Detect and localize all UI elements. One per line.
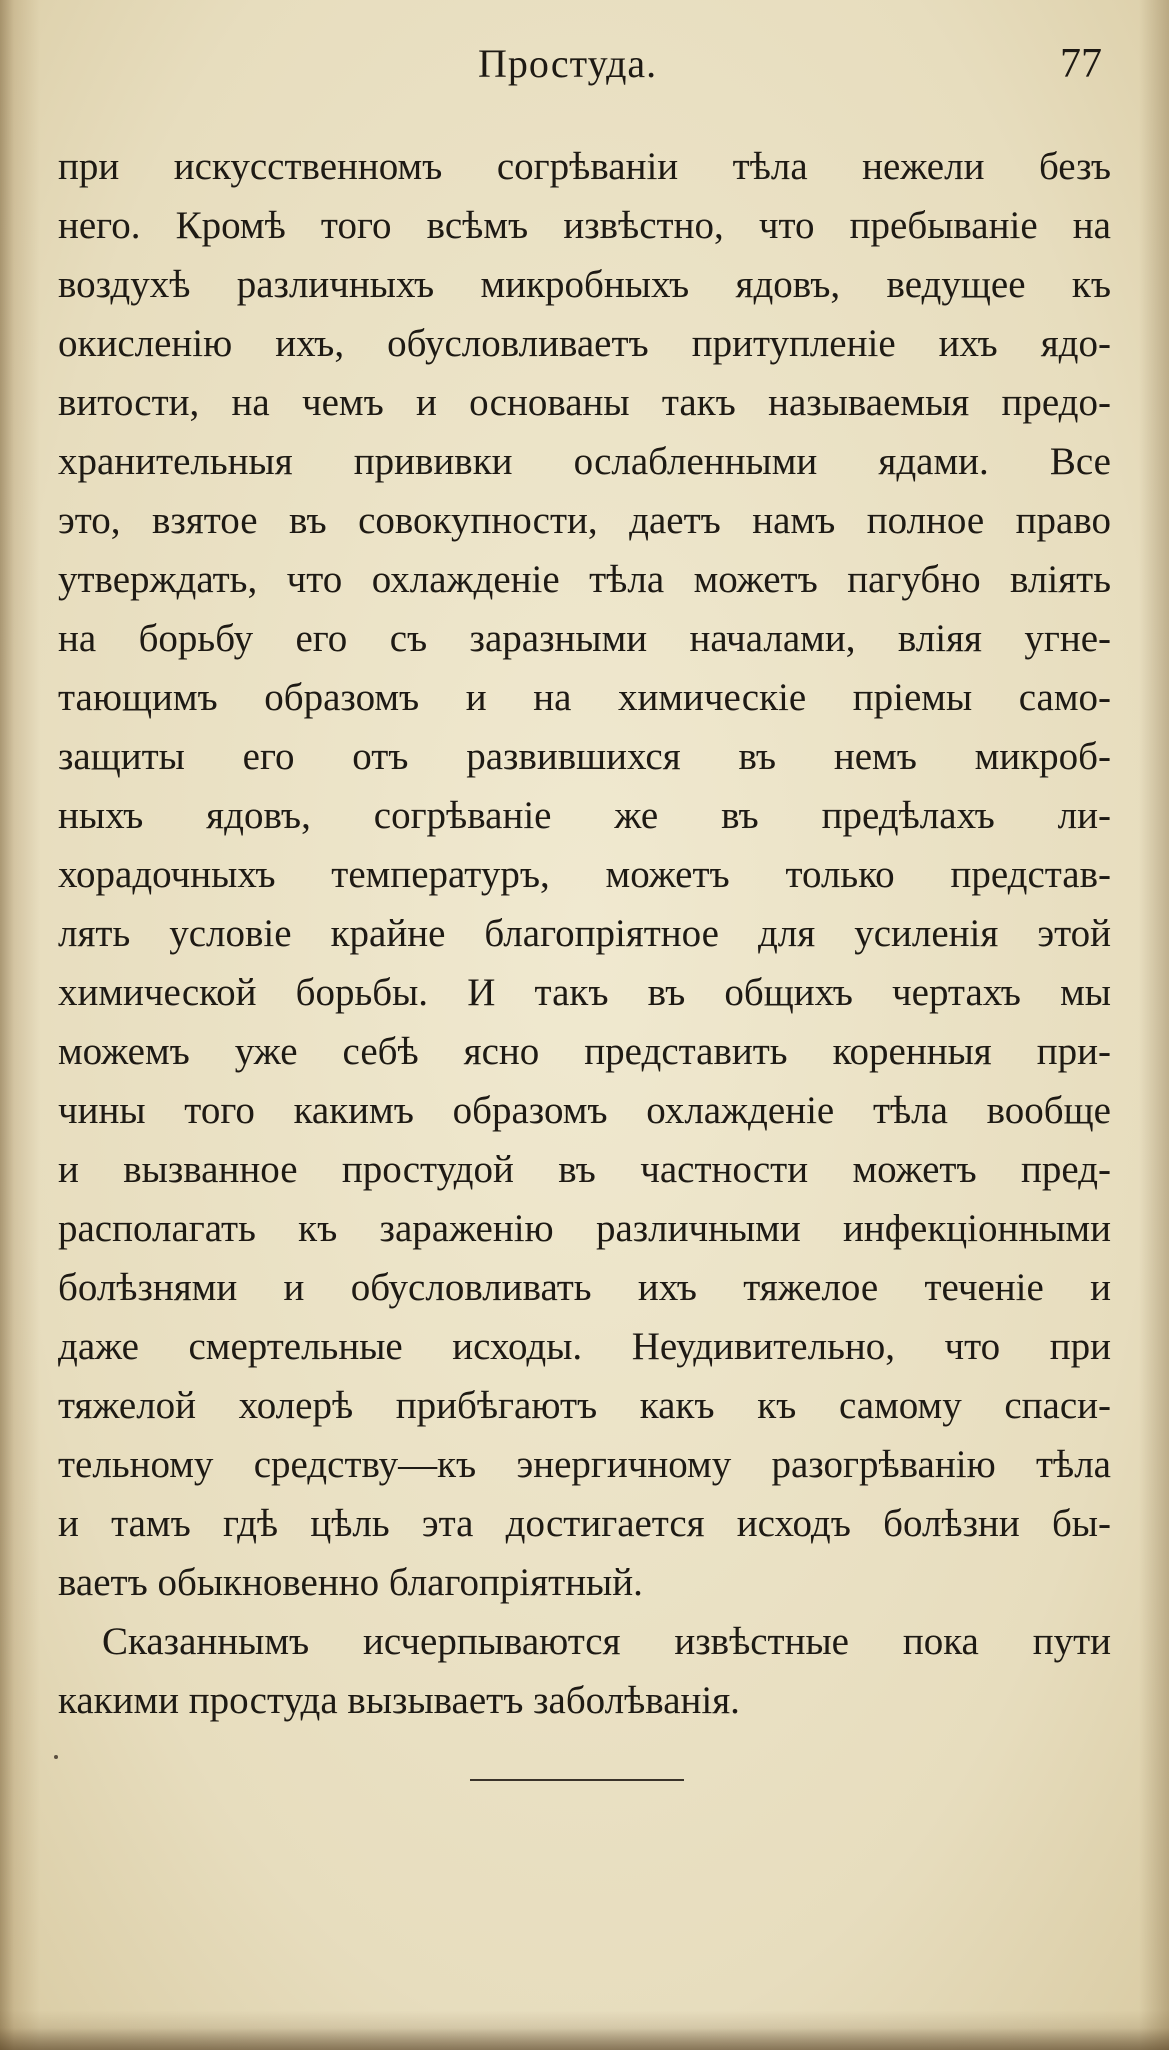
text-line: витости, на чемъ и основаны такъ называемыя предо- — [58, 381, 1111, 424]
text-line: можемъ уже себѣ ясно представить коренныя при- — [58, 1030, 1111, 1073]
paragraph-1 — [58, 137, 1111, 1612]
text-line: тельному средству—къ энергичному разогрѣванію тѣла — [58, 1443, 1111, 1486]
ink-speck — [54, 1755, 58, 1759]
text-line: хранительныя прививки ослабленными ядами. Все — [58, 440, 1111, 483]
text-line: хорадочныхъ температуръ, можетъ только представ- — [58, 853, 1111, 896]
text-line: при искусственномъ согрѣваніи тѣла нежели безъ — [58, 145, 1111, 188]
text-line: ныхъ ядовъ, согрѣваніе же въ предѣлахъ ли- — [58, 794, 1111, 837]
text-line: даже смертельные исходы. Неудивительно, что при — [58, 1325, 1111, 1368]
page-edge-shadow — [0, 2028, 1169, 2050]
text-line: болѣзнями и обусловливать ихъ тяжелое теченіе и — [58, 1266, 1111, 1309]
paragraph-2 — [58, 1612, 1111, 1730]
text-line: тяжелой холерѣ прибѣгаютъ какъ къ самому спаси- — [58, 1384, 1111, 1427]
section-end-rule — [470, 1779, 684, 1781]
text-line: чины того какимъ образомъ охлажденіе тѣла вообще — [58, 1089, 1111, 1132]
page-number: 77 — [1060, 41, 1102, 87]
text-line: это, взятое въ совокупности, даетъ намъ полное право — [58, 499, 1111, 542]
text-line: него. Кромѣ того всѣмъ извѣстно, что пребываніе на — [58, 204, 1111, 247]
text-line: какими простуда вызываетъ заболѣванія. — [58, 1679, 740, 1722]
text-line: и вызванное простудой въ частности можетъ пред- — [58, 1148, 1111, 1191]
body-text — [58, 137, 1111, 1730]
running-title: Простуда. — [478, 41, 658, 86]
text-line: Сказаннымъ исчерпываются извѣстные пока пути — [102, 1620, 1111, 1663]
text-line: утверждать, что охлажденіе тѣла можетъ пагубно влiять — [58, 558, 1111, 601]
running-head — [0, 40, 1169, 100]
text-line: воздухѣ различныхъ микробныхъ ядовъ, ведущее къ — [58, 263, 1111, 306]
text-line: и тамъ гдѣ цѣль эта достигается исходъ болѣзни бы- — [58, 1502, 1111, 1545]
text-line: химической борьбы. И такъ въ общихъ чертахъ мы — [58, 971, 1111, 1014]
text-line: тающимъ образомъ и на химическіе пріемы само- — [58, 676, 1111, 719]
text-line: располагать къ зараженію различными инфекціонными — [58, 1207, 1111, 1250]
text-line: окисленію ихъ, обусловливаетъ притупленіе ихъ ядо- — [58, 322, 1111, 365]
text-line: ваетъ обыкновенно благопріятный. — [58, 1561, 643, 1604]
text-line: на борьбу его съ заразными началами, вліяя угне- — [58, 617, 1111, 660]
text-line: защиты его отъ развившихся въ немъ микроб- — [58, 735, 1111, 778]
text-line: лять условіе крайне благопріятное для усиленія этой — [58, 912, 1111, 955]
